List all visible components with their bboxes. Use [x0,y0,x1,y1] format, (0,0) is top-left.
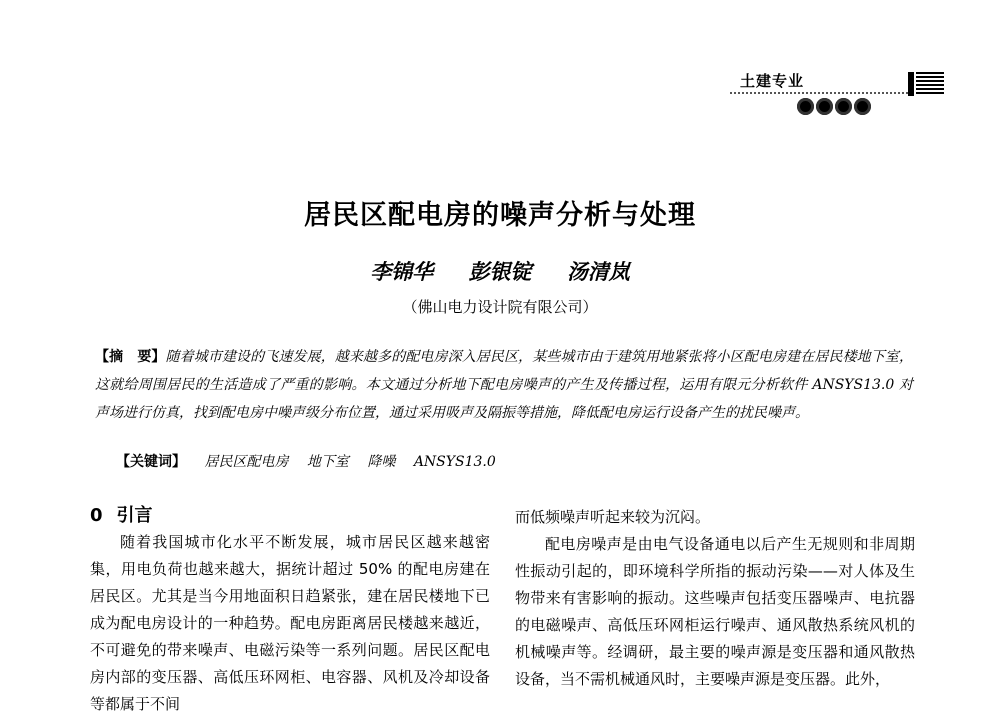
abstract [95,343,913,427]
dot-ornament [854,98,871,115]
keyword: 降噪 [367,454,396,470]
dot-ornament [816,98,833,115]
author: 李锦华 [370,259,434,284]
author-list [0,256,1000,286]
continued-line: 而低频噪声听起来较为沉闷。 [515,508,711,526]
header-rule [730,92,908,94]
abstract-text: 随着城市建设的飞速发展，越来越多的配电房深入居民区，某些城市由于建筑用地紧张将小区配电房建在居民楼地下室，这就给周围居民的生活造成了严重的影响。本文通过分析地下配电房噪声的产生及传播过程，运用有限元分析软件 ANSYS13.0 对声场进行仿真，找到配电房中噪声级分布位置，通过采用吸声及隔振等措施，降低配电房运行设备产生的扰民噪声。 [95,349,914,421]
section-heading [90,502,490,529]
abstract-label: 【摘 要】 [95,349,166,365]
keywords [116,451,510,471]
body-paragraph: 随着我国城市化水平不断发展，城市居民区越来越密集，用电负荷也越来越大，据统计超过 50% 的配电房建在居民区。尤其是当今用地面积日趋紧张，建在居民楼地下已成为配电房设计的一种趋势。配电房距离居民楼越来越近，不可避免的带来噪声、电磁污染等一系列问题。居民区配电房内部的变压器、高低压环网柜、电容器、风机及冷却设备等都属于不间 [90,533,490,713]
header-bar [908,72,914,96]
paper-title: 居民区配电房的噪声分析与处理 [304,200,696,231]
keyword: ANSYS13.0 [413,454,496,470]
keywords-label: 【关键词】 [116,454,186,470]
section-label: 土建专业 [740,72,805,90]
section-number: 0 [90,505,103,526]
affiliation: （佛山电力设计院有限公司） [402,298,598,316]
header-dots-ornament [797,98,871,115]
left-column [90,502,490,718]
keyword: 居民区配电房 [204,454,289,470]
body-paragraph: 配电房噪声是由电气设备通电以后产生无规则和非周期性振动引起的，即环境科学所指的振动污染——对人体及生物带来有害影响的振动。这些噪声包括变压器噪声、电抗器的电磁噪声、高低压环网柜运行噪声、通风散热系统风机的机械噪声等。经调研，最主要的噪声源是变压器和通风散热设备，当不需机械通风时，主要噪声源是变压器。此外， [515,535,915,688]
author: 彭银锭 [468,259,532,284]
section-title: 引言 [116,505,153,526]
keyword: 地下室 [306,454,349,470]
dot-ornament [797,98,814,115]
dot-ornament [835,98,852,115]
right-column [515,504,915,693]
header-stripes [916,72,944,96]
author: 汤清岚 [566,259,630,284]
running-header [730,70,945,120]
